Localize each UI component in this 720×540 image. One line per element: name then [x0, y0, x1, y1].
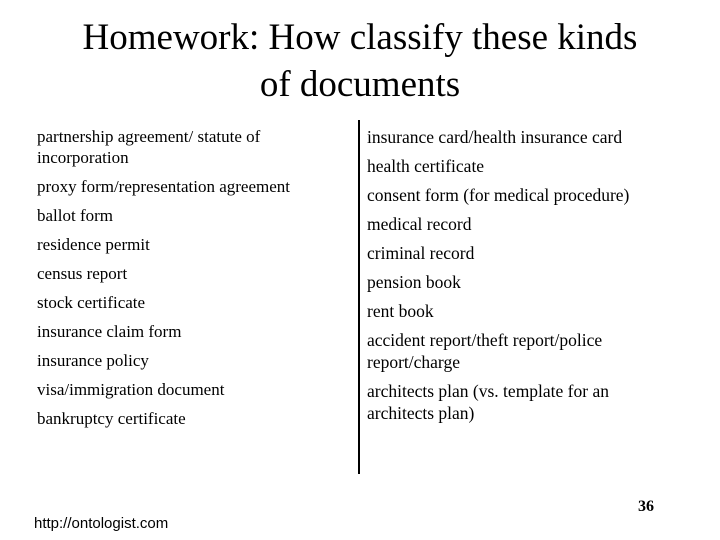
- list-item: partnership agreement/ statute of incorporation: [37, 127, 261, 167]
- list-item: insurance claim form: [37, 322, 182, 341]
- list-item: health certificate: [367, 156, 485, 176]
- list-item: consent form (for medical procedure): [367, 185, 630, 205]
- list-item: medical record: [367, 214, 472, 234]
- list-item: visa/immigration document: [37, 380, 225, 399]
- list-item: pension book: [367, 272, 461, 292]
- list-item: insurance card/health insurance card: [367, 127, 623, 147]
- list-item: accident report/theft report/police report/charge: [367, 330, 603, 372]
- list-item: census report: [37, 264, 128, 283]
- list-item: architects plan (vs. template for an architects plan): [367, 381, 609, 423]
- list-item: criminal record: [367, 243, 475, 263]
- list-item: ballot form: [37, 206, 114, 225]
- slide-title-line-1: Homework: How classify these kinds: [82, 17, 638, 58]
- page-number: 36: [638, 498, 654, 515]
- list-item: insurance policy: [37, 351, 149, 370]
- slide-title-line-2: of documents: [259, 64, 461, 105]
- left-document-list: [37, 126, 342, 437]
- list-item: proxy form/representation agreement: [37, 177, 291, 196]
- list-item: bankruptcy certificate: [37, 409, 186, 428]
- list-item: residence permit: [37, 235, 150, 254]
- slide-title: [0, 14, 720, 108]
- right-document-list: [367, 126, 667, 431]
- column-divider: [358, 120, 360, 474]
- list-item: rent book: [367, 301, 434, 321]
- footer-url: http://ontologist.com: [34, 515, 169, 532]
- list-item: stock certificate: [37, 293, 146, 312]
